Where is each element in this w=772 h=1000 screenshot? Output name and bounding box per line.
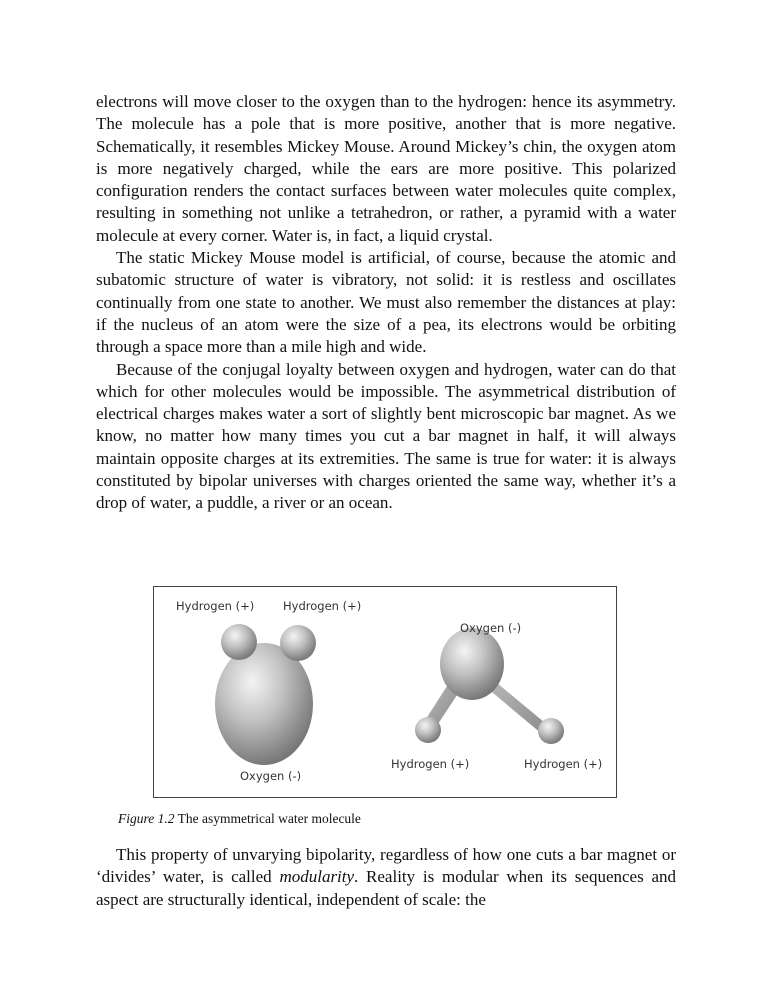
caption-text: The asymmetrical water molecule — [174, 811, 361, 826]
body-text-top — [96, 91, 676, 515]
right-oxygen-atom — [440, 628, 504, 700]
left-oxygen-atom — [215, 643, 313, 765]
label-left-hydrogen-2: Hydrogen (+) — [283, 599, 362, 613]
paragraph-4-before: This property of unvarying bipolarity, regardless of how one cuts a bar magnet or ‘divides’ water, is called — [96, 845, 676, 887]
body-text-bottom — [96, 844, 676, 911]
mickey-model — [215, 624, 316, 765]
ball-stick-model — [415, 628, 564, 744]
figure-caption — [118, 811, 361, 827]
right-hydrogen-atom-2 — [538, 718, 564, 744]
left-hydrogen-atom-1 — [221, 624, 257, 660]
water-molecule-figure — [153, 586, 617, 798]
paragraph-4 — [96, 844, 676, 911]
left-hydrogen-atom-2 — [280, 625, 316, 661]
label-left-oxygen: Oxygen (-) — [240, 769, 302, 783]
paragraph-2: The static Mickey Mouse model is artificial, of course, because the atomic and subatomic structure of water is vibratory, not solid: it is restless and oscillates continually from one state to another. We must also remember the distances at play: if the nucleus of an atom were the size of a pea, its electrons would be orbiting through a space more than a mile high and wide. — [96, 248, 676, 357]
paragraph-3: Because of the conjugal loyalty between oxygen and hydrogen, water can do that which for other molecules would be impossible. The asymmetrical distribution of electrical charges makes water a sort of slightly bent microscopic bar magnet. As we know, no matter how many times you cut a bar magnet in half, it will always maintain opposite charges at its extremities. The same is true for water: it is always constituted by bipolar universes with charges oriented the same way, whether it’s a drop of water, a puddle, a river or an ocean. — [96, 359, 676, 513]
right-hydrogen-atom-1 — [415, 717, 441, 743]
label-right-oxygen: Oxygen (-) — [460, 621, 522, 635]
paragraph-1: electrons will move closer to the oxygen than to the hydrogen: hence its asymmetry. The molecule has a pole that is more positive, another that is more negative. Schematically, it resembles Mickey Mouse. Around Mickey’s chin, the oxygen atom is more negatively charged, while the ears are more positive. This polarized configuration renders the contact surfaces between water molecules quite complex, resulting in something not unlike a tetrahedron, or rather, a pyramid with a water molecule at every corner. Water is, in fact, a liquid crystal. — [96, 92, 676, 245]
paragraph-4-after: . Reality is modular when its sequences and aspect are structurally identical, independent of scale: the — [96, 867, 677, 909]
label-right-hydrogen-1: Hydrogen (+) — [391, 757, 470, 771]
label-right-hydrogen-2: Hydrogen (+) — [524, 757, 603, 771]
caption-number: Figure 1.2 — [118, 811, 175, 826]
label-left-hydrogen-1: Hydrogen (+) — [176, 599, 255, 613]
paragraph-4-emphasis: modularity — [279, 867, 355, 887]
